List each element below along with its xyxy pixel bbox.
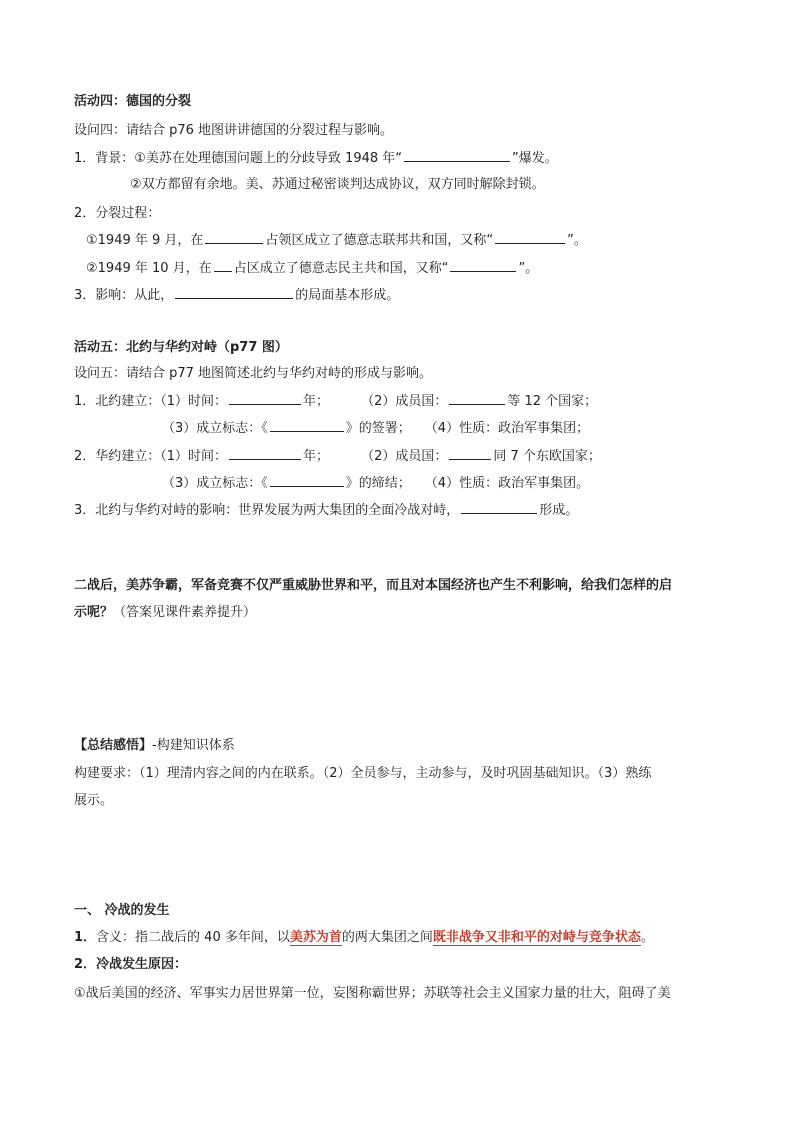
coldwar-definition <box>74 928 654 948</box>
highlight-answer: 既非战争又非和平的对峙与竞争状态 <box>432 930 641 945</box>
coldwar-cause-title: 2．冷战发生原因： <box>74 957 188 972</box>
text: （答案见课件素养提升） <box>113 605 257 620</box>
answer-blank[interactable] <box>495 230 565 244</box>
answer-blank[interactable] <box>229 446 301 460</box>
text: 年； <box>303 449 330 464</box>
answer-blank[interactable] <box>449 391 505 405</box>
warsaw-line-2 <box>162 473 589 494</box>
text: （2）成员国： <box>361 449 448 464</box>
coldwar-heading: 一、 冷战的发生 <box>74 903 170 918</box>
text: （4）性质：政治军事集团。 <box>424 476 590 491</box>
text: （2）成员国： <box>361 394 448 409</box>
activity5-title: 活动五：北约与华约对峙（p77 图） <box>74 340 288 355</box>
text: ”。 <box>567 233 587 248</box>
text: （3）成立标志：《 <box>162 421 268 436</box>
reflection-question-line-1: 二战后，美苏争霸，军备竞赛不仅严重威胁世界和平，而且对本国经济也产生不利影响，给我们怎样的启 <box>74 578 673 593</box>
answer-blank[interactable] <box>404 148 510 162</box>
activity4-process-2 <box>86 258 538 279</box>
text: 形成。 <box>539 503 579 518</box>
activity4-background-1 <box>74 148 558 169</box>
text: 的两大集团之间 <box>341 930 433 945</box>
text: 》的缔结； <box>345 476 411 491</box>
text: 占领区成立了德意志联邦共和国，又称“ <box>265 233 494 248</box>
text: ②1949 年 10 月，在 <box>86 261 212 276</box>
answer-blank[interactable] <box>449 446 491 460</box>
text: 3．影响：从此， <box>74 288 174 303</box>
answer-blank[interactable] <box>205 230 263 244</box>
text: 1． <box>74 930 97 945</box>
text: 【总结感悟】 <box>74 738 153 753</box>
text: ①1949 年 9 月，在 <box>86 233 204 248</box>
nato-line-1 <box>74 391 597 412</box>
text: （4）性质：政治军事集团； <box>424 421 590 436</box>
activity5-influence <box>74 500 578 521</box>
answer-blank[interactable] <box>175 285 293 299</box>
text: 的局面基本形成。 <box>295 288 400 303</box>
text: 同 7 个东欧国家； <box>493 449 601 464</box>
coldwar-cause-1: ①战后美国的经济、军事实力居世界第一位，妄图称霸世界；苏联等社会主义国家力量的壮大，阻碍了美 <box>74 986 671 1001</box>
text: ”爆发。 <box>512 151 558 166</box>
text: 3．北约与华约对峙的影响：世界发展为两大集团的全面冷战对峙， <box>74 503 460 518</box>
activity4-influence <box>74 285 399 306</box>
activity4-process-1 <box>86 230 587 251</box>
activity4-prompt: 设问四：请结合 p76 地图讲讲德国的分裂过程与影响。 <box>74 123 394 138</box>
answer-blank[interactable] <box>229 391 301 405</box>
text: 示呢？ <box>74 605 114 620</box>
highlight-answer: 美苏为首 <box>289 930 342 945</box>
answer-blank[interactable] <box>214 258 232 272</box>
summary-title <box>74 736 235 756</box>
text: 等 12 个国家； <box>507 394 598 409</box>
summary-requirement-line-1: 构建要求：（1）理清内容之间的内在联系。（2）全员参与，主动参与，及时巩固基础知识。（3）熟练 <box>74 766 652 781</box>
summary-requirement-line-2: 展示。 <box>74 793 114 808</box>
answer-blank[interactable] <box>270 418 344 432</box>
text: 》的签署； <box>345 421 411 436</box>
warsaw-line-1 <box>74 446 601 467</box>
text: ”。 <box>518 261 539 276</box>
nato-line-2 <box>162 418 589 439</box>
text: -构建知识体系 <box>152 738 235 753</box>
activity4-title: 活动四：德国的分裂 <box>74 94 192 109</box>
text: 。 <box>640 930 654 945</box>
text: 占区成立了德意志民主共和国，又称“ <box>233 261 449 276</box>
answer-blank[interactable] <box>461 500 537 514</box>
text: 1．背景：①美苏在处理德国问题上的分歧导致 1948 年“ <box>74 151 403 166</box>
activity5-prompt: 设问五：请结合 p77 地图简述北约与华约对峙的形成与影响。 <box>74 366 433 381</box>
text: 含义：指二战后的 40 多年间，以 <box>96 930 290 945</box>
text: 1．北约建立：（1）时间： <box>74 394 228 409</box>
text: （3）成立标志：《 <box>162 476 268 491</box>
answer-blank[interactable] <box>450 258 516 272</box>
text: 年； <box>303 394 330 409</box>
reflection-question-line-2 <box>74 603 256 623</box>
activity4-process-title: 2．分裂过程： <box>74 206 161 221</box>
text: 2．华约建立：（1）时间： <box>74 449 228 464</box>
answer-blank[interactable] <box>270 473 344 487</box>
activity4-background-2: ②双方都留有余地。美、苏通过秘密谈判达成协议，双方同时解除封锁。 <box>130 177 545 192</box>
